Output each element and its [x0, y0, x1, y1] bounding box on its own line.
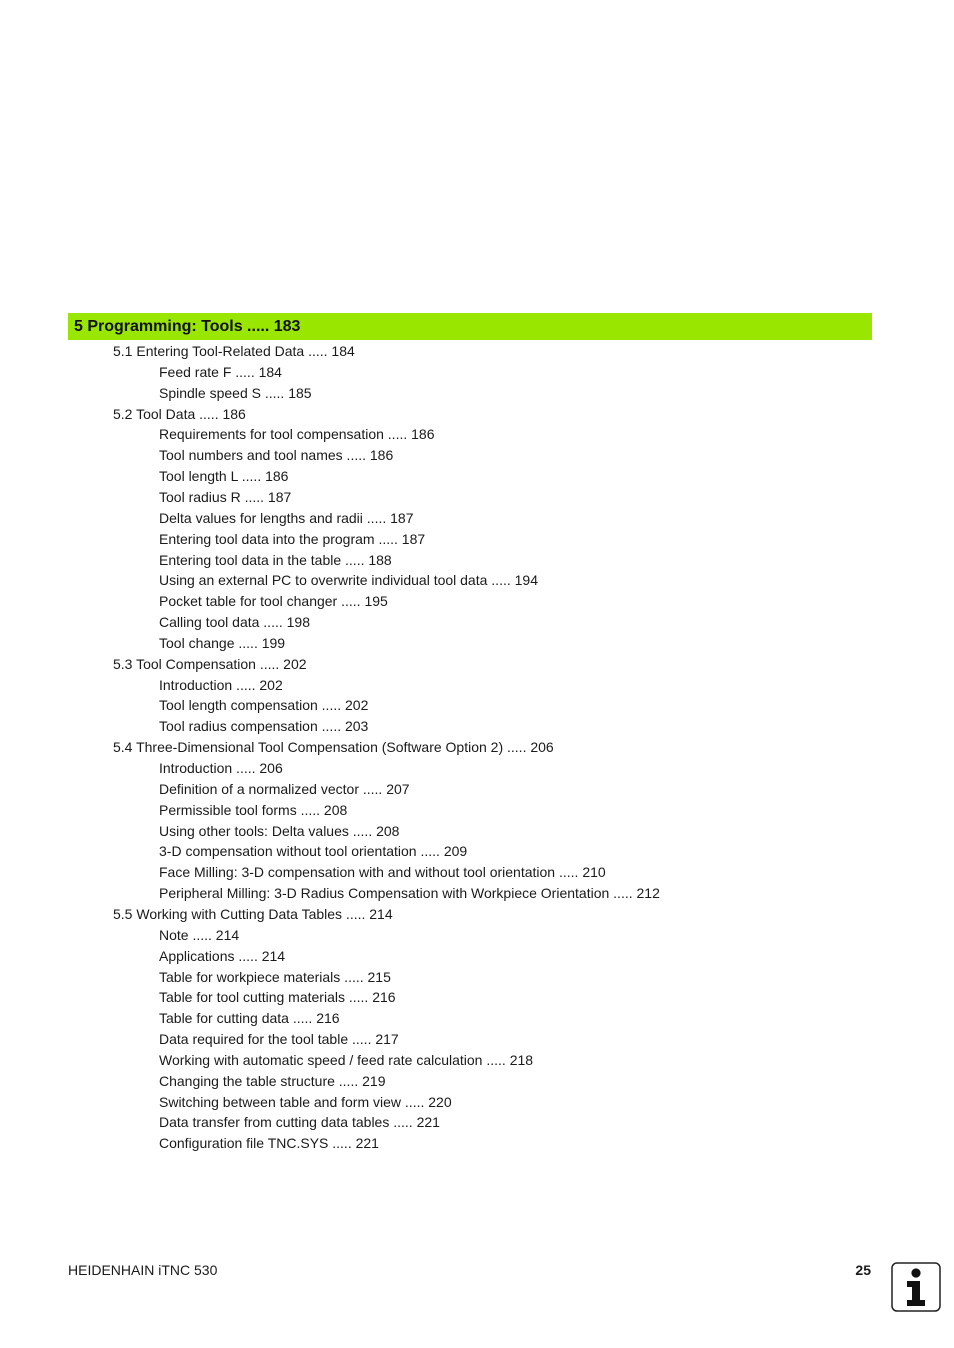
- toc-subsection-entry[interactable]: Configuration file TNC.SYS ..... 221: [159, 1135, 379, 1152]
- toc-subsection-entry[interactable]: Feed rate F ..... 184: [159, 363, 282, 380]
- toc-subsection-entry[interactable]: Tool length compensation ..... 202: [159, 697, 369, 714]
- toc-subsection-entry[interactable]: Introduction ..... 202: [159, 676, 283, 693]
- toc-subsection-entry[interactable]: Data transfer from cutting data tables ..... 221: [159, 1114, 440, 1131]
- toc-subsection-entry[interactable]: Table for tool cutting materials ..... 216: [159, 989, 396, 1006]
- toc-subsection-entry[interactable]: Tool numbers and tool names ..... 186: [159, 447, 394, 464]
- toc-subsection-entry[interactable]: Entering tool data into the program ..... 187: [159, 530, 426, 547]
- toc-subsection-entry[interactable]: Entering tool data in the table ..... 188: [159, 551, 392, 568]
- toc-subsection-entry[interactable]: Using an external PC to overwrite individual tool data ..... 194: [159, 572, 538, 589]
- chapter-heading: 5 Programming: Tools ..... 183: [68, 313, 872, 340]
- toc-subsection-entry[interactable]: Table for workpiece materials ..... 215: [159, 968, 391, 985]
- page-number: 25: [855, 1262, 871, 1278]
- toc-subsection-entry[interactable]: 3-D compensation without tool orientation ..... 209: [159, 843, 468, 860]
- toc-section-entry[interactable]: 5.3 Tool Compensation ..... 202: [113, 655, 307, 672]
- toc-subsection-entry[interactable]: Requirements for tool compensation ..... 186: [159, 426, 435, 443]
- toc-subsection-entry[interactable]: Peripheral Milling: 3-D Radius Compensation with Workpiece Orientation ..... 212: [159, 885, 660, 902]
- toc-subsection-entry[interactable]: Note ..... 214: [159, 926, 240, 943]
- toc-subsection-entry[interactable]: Delta values for lengths and radii ..... 187: [159, 509, 414, 526]
- toc-section-entry[interactable]: 5.1 Entering Tool-Related Data ..... 184: [113, 343, 355, 359]
- toc-subsection-entry[interactable]: Switching between table and form view ..... 220: [159, 1093, 452, 1110]
- toc-subsection-entry[interactable]: Pocket table for tool changer ..... 195: [159, 593, 388, 610]
- toc-subsection-entry[interactable]: Table for cutting data ..... 216: [159, 1010, 340, 1027]
- toc-subsection-entry[interactable]: Data required for the tool table ..... 217: [159, 1031, 399, 1048]
- toc-subsection-entry[interactable]: Permissible tool forms ..... 208: [159, 801, 348, 818]
- toc-subsection-entry[interactable]: Tool radius R ..... 187: [159, 488, 292, 505]
- toc-subsection-entry[interactable]: Tool length L ..... 186: [159, 468, 289, 485]
- toc-subsection-entry[interactable]: Changing the table structure ..... 219: [159, 1072, 386, 1089]
- toc-subsection-entry[interactable]: Tool change ..... 199: [159, 634, 286, 651]
- toc-subsection-entry[interactable]: Using other tools: Delta values ..... 208: [159, 822, 400, 839]
- toc-section-entry[interactable]: 5.2 Tool Data ..... 186: [113, 405, 246, 422]
- toc-subsection-entry[interactable]: Spindle speed S ..... 185: [159, 384, 312, 401]
- toc-subsection-entry[interactable]: Working with automatic speed / feed rate calculation ..... 218: [159, 1051, 534, 1068]
- toc-subsection-entry[interactable]: Calling tool data ..... 198: [159, 614, 310, 631]
- toc-subsection-entry[interactable]: Applications ..... 214: [159, 947, 286, 964]
- footer-title: HEIDENHAIN iTNC 530: [68, 1262, 218, 1278]
- toc-section-entry[interactable]: 5.4 Three-Dimensional Tool Compensation (Software Option 2) ..... 206: [113, 739, 554, 756]
- toc-subsection-entry[interactable]: Definition of a normalized vector ..... 207: [159, 780, 410, 797]
- toc-subsection-entry[interactable]: Introduction ..... 206: [159, 760, 283, 776]
- toc-subsection-entry[interactable]: Face Milling: 3-D compensation with and without tool orientation ..... 210: [159, 864, 606, 881]
- info-icon: [891, 1262, 941, 1312]
- toc-section-entry[interactable]: 5.5 Working with Cutting Data Tables ..... 214: [113, 905, 393, 922]
- toc-subsection-entry[interactable]: Tool radius compensation ..... 203: [159, 718, 369, 735]
